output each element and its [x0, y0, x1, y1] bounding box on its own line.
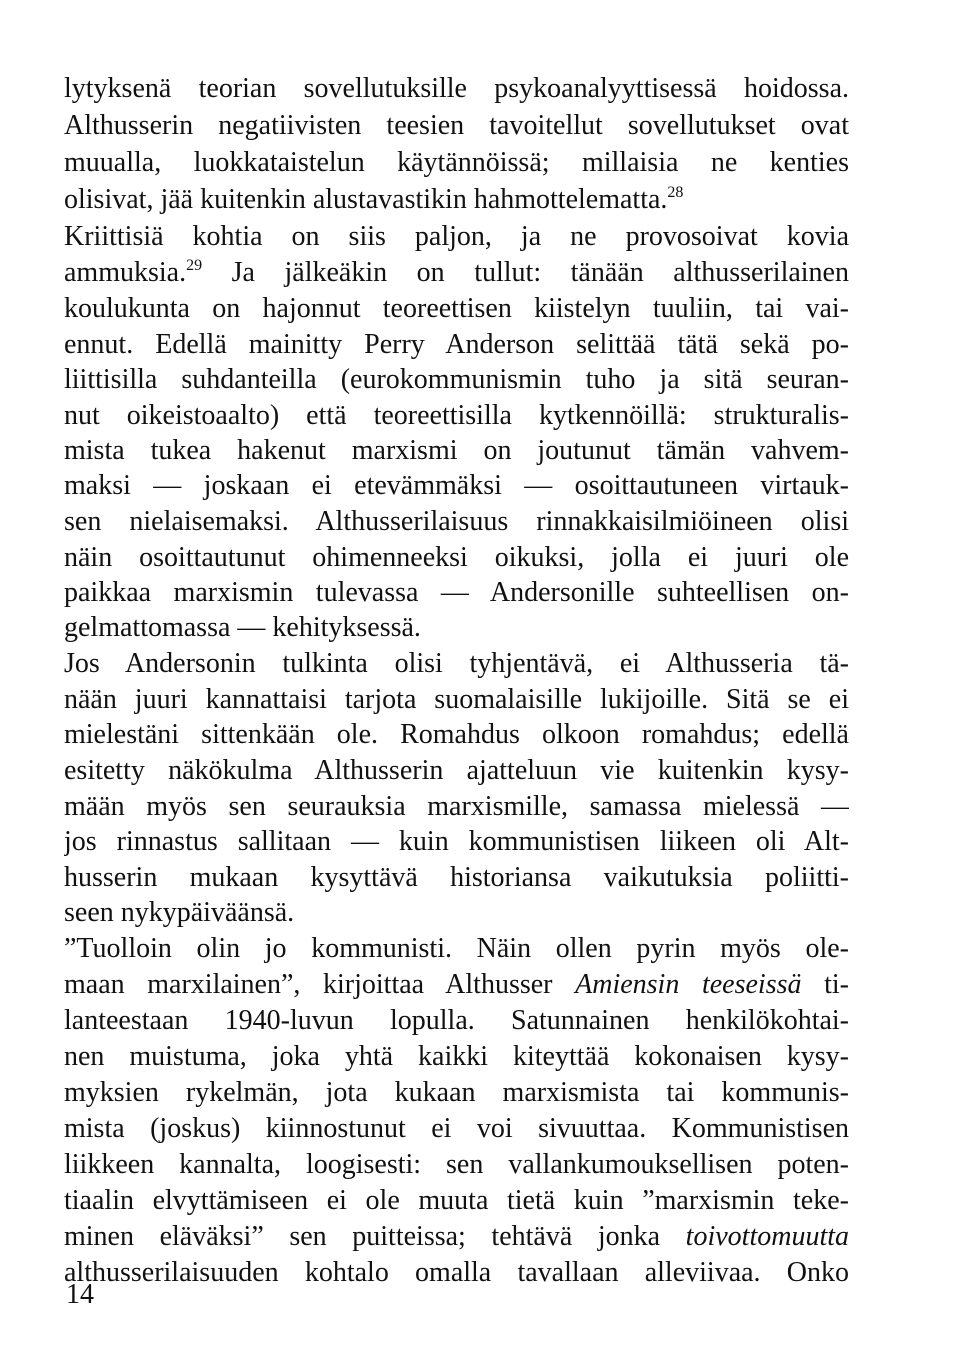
- text-line: esitetty näkökulma Althusserin ajatteluun vie kuitenkin kysy-: [64, 755, 849, 786]
- text-line: liikkeen kannalta, loogisesti: sen vallankumouksellisen poten-: [64, 1149, 849, 1180]
- text-line: althusserilaisuuden kohtalo omalla tavallaan alleviivaa. Onko: [64, 1257, 849, 1288]
- text-line: mielestäni sittenkään ole. Romahdus olkoon romahdus; edellä: [64, 719, 849, 750]
- text-line: [64, 968, 849, 1002]
- text-line: [64, 256, 849, 290]
- text-line: myksien rykelmän, jota kukaan marxismista tai kommunis-: [64, 1077, 849, 1108]
- text-line: ennut. Edellä mainitty Perry Anderson selittää tätä sekä po-: [64, 329, 849, 360]
- text-line: Althusserin negatiivisten teesien tavoitellut sovellutukset ovat: [64, 110, 849, 141]
- text-line: näin osoittautunut ohimenneeksi oikuksi, jolla ei juuri ole: [64, 542, 849, 573]
- text-line: tiaalin elvyttämiseen ei ole muuta tietä kuin ”marxismin teke-: [64, 1185, 849, 1216]
- text-line: nut oikeistoaalto) että teoreettisilla kytkennöillä: strukturalis-: [64, 400, 849, 431]
- footnote-mark: 28: [667, 184, 684, 201]
- text-line: koulukunta on hajonnut teoreettisen kiistelyn tuuliin, tai vai-: [64, 293, 849, 324]
- text-line: Kriittisiä kohtia on siis paljon, ja ne provosoivat kovia: [64, 221, 849, 252]
- line-text: minen eläväksi” sen puitteissa; tehtävä jonka: [64, 1221, 686, 1252]
- book-title: Amiensin teeseissä: [575, 969, 802, 1000]
- text-line: mään myös sen seurauksia marxismille, samassa mielessä —: [64, 791, 849, 822]
- text-line: ”Tuolloin olin jo kommunisti. Näin ollen pyrin myös ole-: [64, 933, 849, 964]
- text-line: liittisilla suhdanteilla (eurokommunismin tuho ja sitä seuran-: [64, 364, 849, 395]
- footnote-mark: 29: [186, 257, 203, 274]
- text-line: nään juuri kannattaisi tarjota suomalaisille lukijoille. Sitä se ei: [64, 684, 849, 715]
- text-line: nen muistuma, joka yhtä kaikki kiteyttää kokonaisen kysy-: [64, 1041, 849, 1072]
- text-line: [64, 1220, 849, 1254]
- line-text: maan marxilainen”, kirjoittaa Althusser: [64, 969, 576, 1000]
- text-line: seen nykypäiväänsä.: [64, 897, 295, 928]
- text-line: lytyksenä teorian sovellutuksille psykoanalyyttisessä hoidossa.: [64, 73, 849, 104]
- text-line: Jos Andersonin tulkinta olisi tyhjentävä, ei Althusseria tä-: [64, 648, 849, 679]
- text-line: paikkaa marxismin tulevassa — Andersonille suhteellisen on-: [64, 577, 849, 608]
- text-line: sen nielaisemaksi. Althusserilaisuus rinnakkaisilmiöineen olisi: [64, 506, 849, 537]
- text-line: lanteestaan 1940-luvun lopulla. Satunnainen henkilökohtai-: [64, 1005, 849, 1036]
- emphasis-text: toivottomuutta: [685, 1221, 849, 1252]
- line-text: Ja jälkeäkin on tullut: tänään althusserilainen: [202, 257, 849, 288]
- text-line: mista tukea hakenut marxismi on joutunut tämän vahvem-: [64, 435, 849, 466]
- line-text: ti-: [801, 969, 849, 1000]
- text-line: [64, 183, 849, 217]
- text-line: jos rinnastus sallitaan — kuin kommunistisen liikeen oli Alt-: [64, 826, 849, 857]
- line-text: ammuksia.: [64, 257, 187, 288]
- page-number: 14: [66, 1279, 94, 1310]
- text-line: gelmattomassa — kehityksessä.: [64, 612, 421, 643]
- text-line: husserin mukaan kysyttävä historiansa vaikutuksia poliitti-: [64, 862, 849, 893]
- text-line: maksi — joskaan ei etevämmäksi — osoittautuneen virtauk-: [64, 470, 849, 501]
- text-line: mista (joskus) kiinnostunut ei voi sivuuttaa. Kommunistisen: [64, 1113, 849, 1144]
- line-text: olisivat, jää kuitenkin alustavastikin hahmottelematta.: [64, 184, 668, 215]
- text-line: muualla, luokkataistelun käytännöissä; millaisia ne kenties: [64, 147, 849, 178]
